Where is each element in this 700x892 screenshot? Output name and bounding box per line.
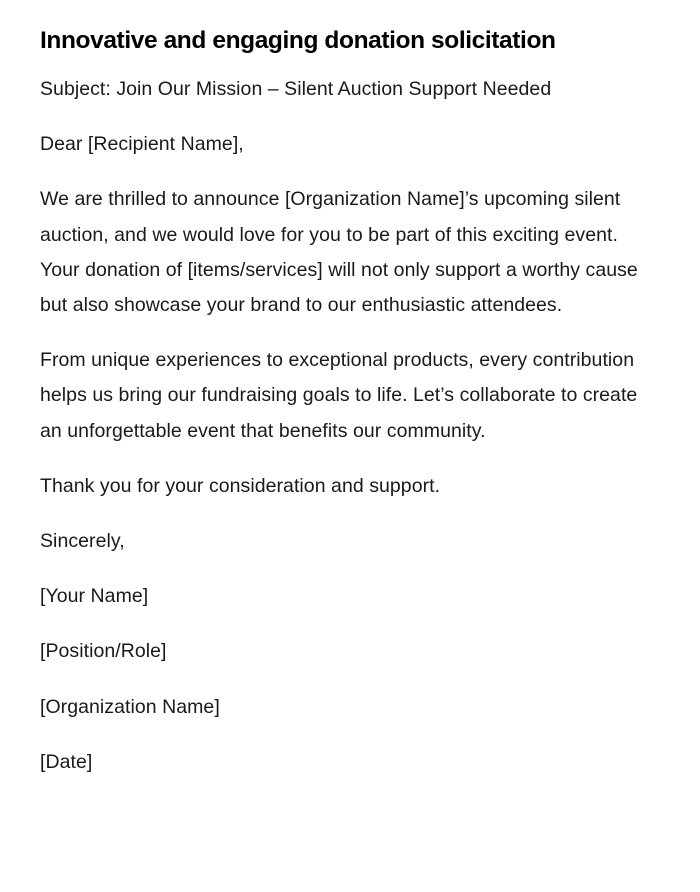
thanks-line: Thank you for your consideration and support. [40,474,441,497]
closing-line: Sincerely, [40,530,125,553]
signature-name: [Your Name] [40,585,149,608]
greeting: Dear [Recipient Name], [40,133,244,156]
body-paragraph-1: We are thrilled to announce [Organization Name]’s upcoming silent auction, and we would love for you to be part of this exciting event. Your donation of [items/services] will not only support a worthy cause but also showcase your brand to our enthusiastic attendees. [40,188,638,317]
subject-line: Subject: Join Our Mission – Silent Auction Support Needed [40,78,552,100]
signature-organization: [Organization Name] [40,695,220,718]
signature-date: [Date] [40,750,93,773]
body-paragraph-2: From unique experiences to exceptional products, every contribution helps us bring our fundraising goals to life. Let’s collaborate to create an unforgettable event that benefits our community. [40,349,638,442]
document-title: Innovative and engaging donation solicitation [40,27,556,54]
signature-position: [Position/Role] [40,640,167,663]
